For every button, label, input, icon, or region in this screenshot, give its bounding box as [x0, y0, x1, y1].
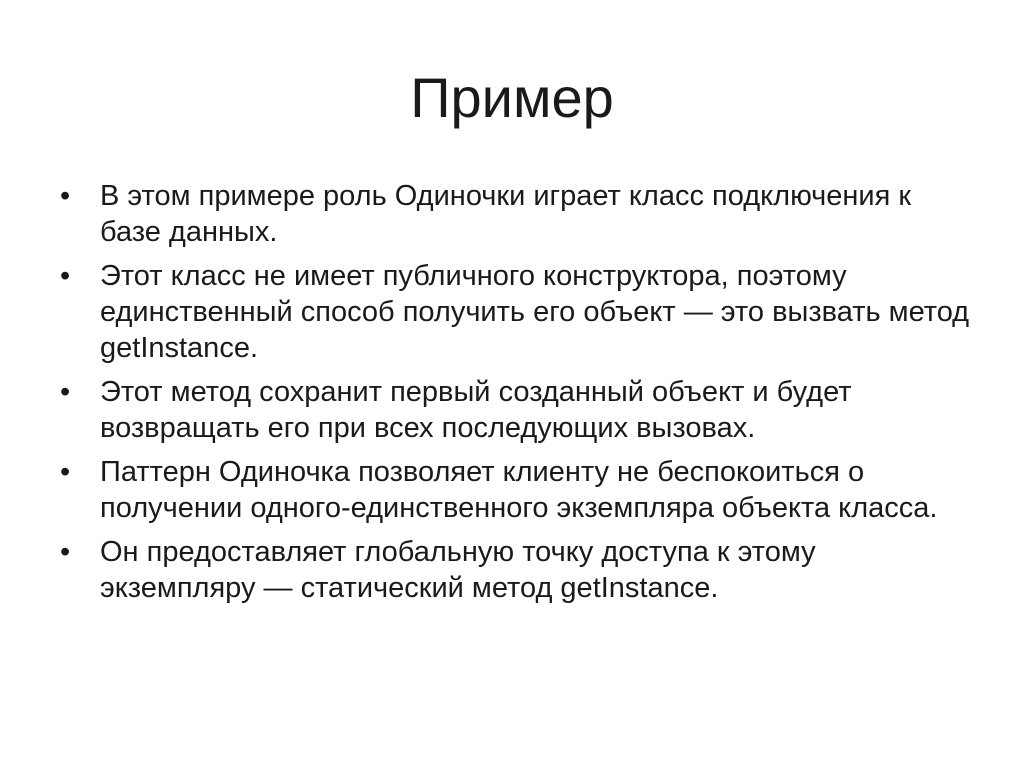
bullet-item	[58, 534, 978, 606]
bullet-text: Паттерн Одиночка позволяет клиенту не беспокоиться о получении одного-единственного экземпляра объекта класса.	[100, 456, 938, 524]
bullet-list	[58, 178, 978, 614]
bullet-dot-icon: •	[60, 376, 71, 408]
bullet-text: Он предоставляет глобальную точку доступа к этому экземпляру — статический метод getInstance.	[100, 536, 816, 604]
bullet-text: В этом примере роль Одиночки играет класс подключения к базе данных.	[100, 180, 912, 248]
bullet-item	[58, 454, 978, 526]
bullet-item	[58, 178, 978, 250]
bullet-dot-icon: •	[60, 260, 71, 292]
bullet-dot-icon: •	[60, 180, 71, 212]
bullet-item	[58, 374, 978, 446]
bullet-item	[58, 258, 978, 366]
bullet-text: Этот метод сохранит первый созданный объект и будет возвращать его при всех последующих вызовах.	[100, 376, 852, 444]
bullet-text: Этот класс не имеет публичного конструктора, поэтому единственный способ получить его объект — это вызвать метод getInstance.	[100, 260, 970, 364]
slide-title: Пример	[410, 66, 614, 129]
bullet-dot-icon: •	[60, 536, 71, 568]
bullet-dot-icon: •	[60, 456, 71, 488]
